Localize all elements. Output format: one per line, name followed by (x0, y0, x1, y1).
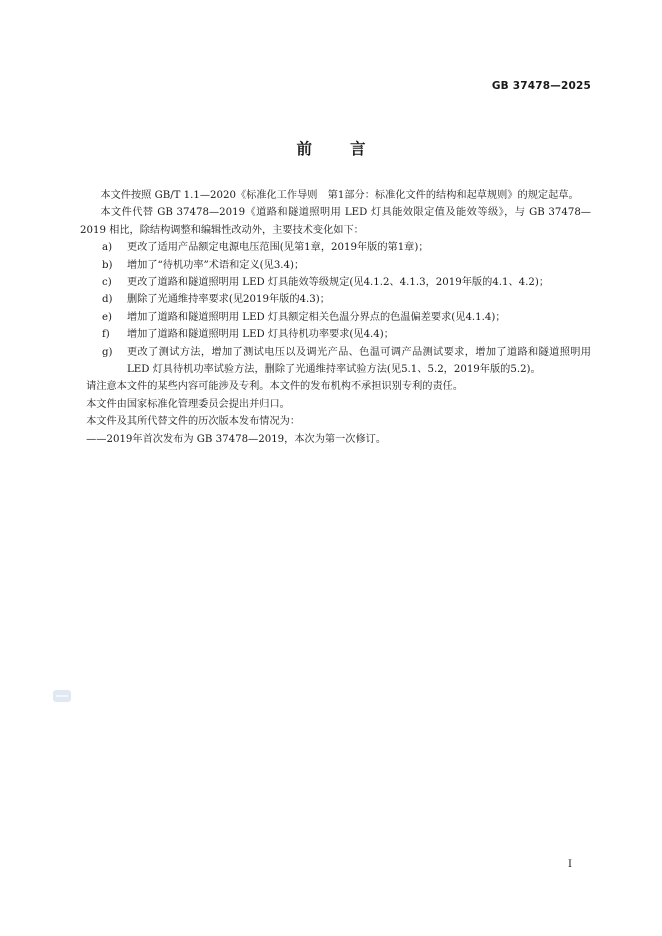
list-text: 更改了测试方法，增加了测试电压以及调光产品、色温可调产品测试要求，增加了道路和隧道照明用 LED 灯具待机功率试验方法，删除了光通维持率试验方法(见5.1、5.2，2019年版的5.2)。 (127, 346, 591, 376)
list-item (80, 291, 591, 308)
paragraph-drafting-rules: 本文件按照 GB/T 1.1—2020《标准化工作导则 第1部分：标准化文件的结构和起草规则》的规定起草。 (100, 190, 579, 201)
foreword-body (80, 187, 591, 448)
proposing-body: 本文件由国家标准化管理委员会提出并归口。 (86, 398, 290, 410)
list-marker: a) (102, 242, 113, 254)
list-marker: g) (102, 346, 113, 358)
list-item (80, 326, 591, 343)
page-number: I (568, 859, 572, 870)
list-marker: d) (102, 294, 113, 306)
list-text: 更改了道路和隧道照明用 LED 灯具能效等级规定(见4.1.2、4.1.3，2019年版的4.1、4.2)； (127, 277, 550, 289)
list-item (80, 309, 591, 326)
list-text: 删除了光通维持率要求(见2019年版的4.3)； (127, 294, 330, 306)
list-item (80, 257, 591, 274)
list-item (80, 239, 591, 256)
list-marker: f) (102, 329, 110, 341)
paragraph-replacement: 本文件代替 GB 37478—2019《道路和隧道照明用 LED 灯具能效限定值及能效等级》，与 GB 37478—2019 相比，除结构调整和编辑性改动外，主要技术变化如下： (80, 207, 591, 236)
list-text: 增加了道路和隧道照明用 LED 灯具额定相关色温分界点的色温偏差要求(见4.1.4)； (127, 311, 506, 323)
list-marker: b) (102, 259, 113, 271)
history-intro: 本文件及其所代替文件的历次版本发布情况为： (86, 416, 301, 428)
list-text: 增加了道路和隧道照明用 LED 灯具待机功率要求(见4.4)； (127, 329, 394, 341)
page-title: 前言 (296, 140, 404, 158)
standard-number: GB 37478—2025 (491, 80, 591, 92)
list-text: 增加了“待机功率”术语和定义(见3.4)； (127, 259, 305, 271)
list-text: 更改了适用产品额定电源电压范围(见第1章，2019年版的第1章)； (127, 242, 429, 254)
changes-list (80, 239, 591, 378)
watermark-logo (53, 690, 71, 702)
list-item (80, 344, 591, 379)
list-item (80, 274, 591, 291)
list-marker: e) (102, 311, 113, 323)
list-marker: c) (102, 277, 112, 289)
history-item: ——2019年首次发布为 GB 37478—2019，本次为第一次修订。 (86, 433, 387, 445)
patent-notice: 请注意本文件的某些内容可能涉及专利。本文件的发布机构不承担识别专利的责任。 (86, 381, 464, 393)
